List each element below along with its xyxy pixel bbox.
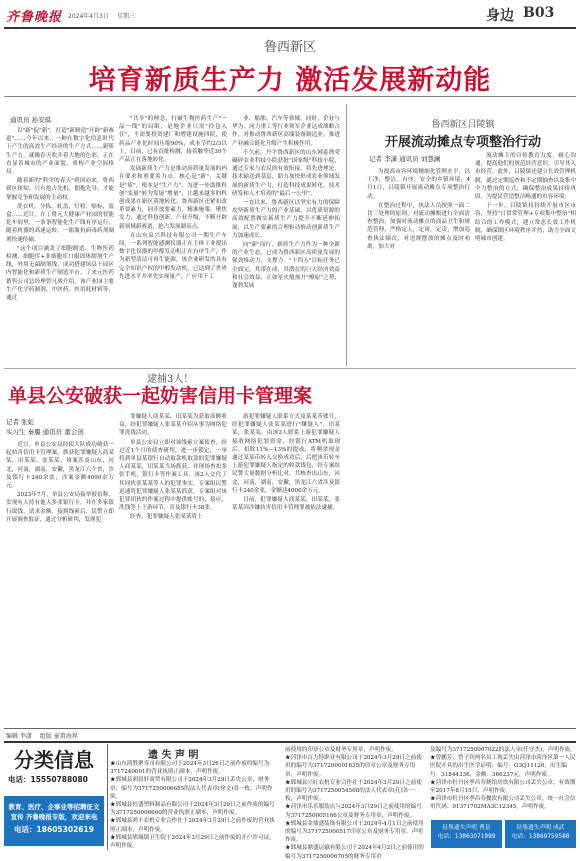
paragraph: 洗衣机，分拣，轧盖，灯检，贴标，装盒……近日，在丁鲁元大健康产业园的智能化车间里，一条条智能化生产线有序运行，随着机器的高速运转，一瓶瓶抗病毒药剂制剂快速传输。 (6, 203, 114, 243)
story1-kicker: 鲁西新区 (263, 40, 316, 55)
classified-rule (4, 741, 576, 743)
classified-ad-phone: 电话：18605302619 (14, 825, 94, 834)
paragraph: 向"新"而行，新质生产力作为一种全新的产业生态，已成为鲁西新区高质量发展的强劲推动力，支撑力。"十四五"目标任务已全面完，其带在成，其潜在的巨大经济效益和社会效益，正如星火般预开"燎原"之势，蓬勃发展 (232, 242, 340, 290)
classified-title: 分类信息 (14, 748, 94, 772)
masthead-rule (4, 27, 576, 29)
paragraph: 经查，犯罪嫌疑人张某某将上 (130, 514, 203, 521)
lost-notice: ★郓城县金鼎盛装饰有限公司于2024年4月1日之前使用的编号为371725000517印章公章及财务专用章，声明作废。 (285, 820, 424, 844)
story1-byline: 通讯员 孙安琪 (10, 116, 52, 124)
lost-notice: ★山东鸿胜聚寿司有限公司于2024年3月26日之前作废的编号为3717240001的营业执照正副本，声明作废。 (110, 761, 270, 776)
paragraph: 2023年7月，单县公安局接举报信称，发现有人持有他人多张银行卡，并在多家银行取钱、请求金额，接到线索后，民警立即开展调查取证，通过分析研判，发现犯 (6, 492, 114, 523)
credits (6, 731, 78, 740)
lost-notice: ★曾鹏芳，曾子钊两名员工现丢失由菏泽市菏泽区第一人民医院开具的出生医学证明，编号：O3Q11126，出生编号：31844336，金额：366237元，声明作废。 (430, 755, 576, 778)
paragraph: 流动摊主的宣传教育力度，耐心沟通，提高他们的规范经营意识，引导其入市经营。此外，吕陵镇还建立长效管理机制，通过定期巡查和不定期抽查以及集中全力整治的方式，确保整治成果持续巩固，为提民营造整洁畅通的市容环境。 (475, 153, 576, 201)
lost-notice-column-2 (285, 746, 425, 860)
story3-column-2 (119, 413, 227, 725)
paragraph: 罪嫌疑人商某某，田某某为获取高额收益，经犯罪嫌疑人张某某介绍从事为网络犯罪洗钱活动。 (119, 414, 227, 437)
paragraph: "共享"的理念，打破生物医药生产"一品一线"的局限，是地企业只需"拎包入住"，不需要投资建厂和增建设施四院，使药品产业化时间压缩90%，成本节约2/3以上，目前，已有首批检测，接着触等近30个产品正在落地转化。 (119, 116, 227, 164)
story3-byline-contributors: 实习生 秦璐 通讯员 董会创 (6, 428, 84, 436)
lost-notice-column-3 (430, 746, 576, 816)
column-divider (346, 104, 347, 366)
lost-notice: ★郓城县鸿丰农机专业合作社于2024年3月29日之前作废的营业执照正副本，声明作废。 (110, 818, 275, 833)
paragraph: 近日，单县公安局经侦大队成功破获一起妨害信用卡管理案，抓获犯罪嫌疑人商某某，田某某，张某某，该案涉及山东，河北，河南，湖南，安徽，黑龙江六个省，涉及银行卡240余张，涉案金额4000余万元。 (6, 442, 114, 490)
classified-phone: 电话：15550788080 (8, 775, 88, 784)
paragraph: 单县公安局立即对该线索立案侦查，经过近1个月的侦查研判，进一步锁定，一举将到单县某银行自动取款机取款的犯罪嫌疑人商某某，田某某当场抓获，并现场查扣多张手机，银行卡等作案工具，该2人交代了其同伙张某某等人的犯罪事实，专案组民警迅速将犯罪嫌疑人张某某抓获，专案组对该犯罪团伙的作案过程中提供账号的，接应，洗钱等上下游环节，涉及银行卡38张。 (119, 439, 227, 512)
lost-notice: ★郓城县鼎盛运输有限公司于2024年4月2日之前使用的编号为3717250006705的财务专用章 (285, 845, 424, 860)
paragraph: 随着新的"科学的春天"到国而来，鲁西新区探知，只有抢占先机，拥抱先导，才能掌握竞争和发展的主动权。 (6, 178, 114, 201)
masthead (6, 4, 574, 26)
issue-date: 2024年4月3日 (68, 13, 109, 20)
lost-notice: 前使用的印章公章及财务专用章，声明作废。 (285, 747, 397, 753)
lost-notice: ★郓城县润晨轩商贸有限公司于2024年3月29日丢失公章、财务章，编号为3717250006685的法人代表章(徐文)各一枚，声明作废。 (110, 777, 273, 800)
paragraph: 为提高市容环境精细化管理水平，以干净，整洁，有序，安全的乡镇环境，4月1日，吕陵镇开展流动摊点专项整治行动。 (367, 169, 470, 200)
footer-ad-right-line1: 征集遗失声明 成武 (516, 825, 565, 831)
paragraph: 目前，犯罪嫌疑人商某某，田某某，张某某因涉嫌妨害信用卡管理罪被依法逮捕。 (232, 497, 340, 512)
footer-ad-left-line1: 征集遗失声明 曹县 (442, 825, 491, 831)
lost-notice: 及编号为3717250007022的法人章(任守杰)，声明作废。 (430, 747, 576, 753)
lost-notice: ★郓城县兴旺农机专业合作社于2024年3月29日之前使用的编号为3717250054568的法人代表章(孔)各一枚，声明作废。 (285, 779, 422, 803)
story3-column-3 (232, 413, 340, 725)
paragraph: 一直以来，鲁西新区以坚实有力的保障攻坚新质生产力的产业基础，以优质资源的高效配置做实新质生产力提升不断延伸拓展，以生产要素的合理驱动推动创新质生产力加速成长。 (232, 200, 340, 239)
story3-byline-reporter: 记者 张虹 (6, 418, 35, 426)
footer-ad-right (505, 820, 576, 848)
footer-ad-left-line2: 电话：13863071999 (437, 834, 496, 840)
lost-notice: ★郓城县郓城镇卫生院于2024年3月29日之前作废的开户许可证，声明作废。 (110, 834, 275, 850)
credits-rule (4, 728, 576, 729)
story3-kicker: 逮捕3人！ (147, 374, 194, 385)
editor-credit: 编辑 李潇 (6, 733, 32, 740)
paragraph: 业、船舶、汽车等领域。同时，企业与华为，同力重工等行业领军企业达成战略合作，对推动鲁西新区高端装备制造业，推进产业融合链化升级产生积极作用。 (232, 116, 340, 147)
paragraph: 不久前，丹平鲁西新区的山东网泰渔荣碾碎农业科技小院获批"国家级"科技小院，通过专家与农民的有效衔接，将先进理论，技术输送到基层，助力加快形成农业领域发展的新质生产力，打造科技成果转化，技术研发和人才培养的"最后一公里"。 (232, 149, 340, 197)
newspaper-logo: 齐鲁晚报 (6, 10, 63, 25)
lost-notice: ★菏泽市牡丹区季昌寿烧馆房饮有限公司丢失公章，有效期至2017年8月15日，声明作废。 (430, 779, 576, 795)
paragraph: 发展新质生产力是推动高质量发展的内在要求和重要着力点，核心是"新"，关键是"质"，根本是"生产力"。为进一步助推科创"变量"转为发展"增量"，让越来越多的科创成果在新区落地转化，鲁西新区还紧扣改革要素力，同开放要素力，精准施策，聚焦发力，通过科技创新，产业升级，不断开辟新领域新赛道，抢占发展制高点。 (119, 166, 227, 230)
designer-credit: 组版 童甫海界 (39, 733, 78, 740)
story2-column-2 (475, 152, 576, 366)
lost-notice: ★菏泽市百力特职业有限公司于2024年3月29日之前使用的编号为3717200001635的印章公章及财务专用章，声明作废。 (285, 755, 422, 778)
footer-ad-left (431, 820, 502, 848)
story2-kicker: 鲁西新区吕陵镇 (431, 120, 495, 130)
story1-rule (4, 96, 576, 97)
section-name: 身边 (486, 8, 514, 24)
story1-column-1 (6, 127, 114, 367)
paragraph: 在山东泉兴科技有限公司一期生产车间，一系列智能感测仪器正在主体工业提出数字化仪器的甲醇发动机正在有序生产，作为新型清洁可再生能源，该企业研发的具有完全知识产权的甲醇发动机，已达到了世界先进水平并率先实现量产，广应用于工 (119, 232, 227, 280)
lost-notice: ★郓城县恒盛塑料制品有限公司于2024年3月29日之前作废的编号为3717250006660的营业执照正副本，声明作废。 (110, 802, 275, 817)
classified-box (4, 744, 104, 848)
story1-column-2 (119, 115, 227, 367)
paragraph: 游犯罪嫌疑人联系方式及某某币账号，经犯罪嫌疑人张某某进行"嫌疑人"，田某某，张某某，由该2人联系上游犯罪嫌疑人接收网络犯罪资金，经银行ATM机取现后，扣除11%—13%的提成，将剩余现金通过某某币转入交换成功后，后把该币转至上游犯罪嫌疑人指定的收款钱包，经专案组民警大量数据分析比对，共核查出山东，河北，河南，湖南，安徽，黑龙江六省涉及银行卡240余张，金额达4000余万元。 (232, 414, 340, 494)
paragraph: 下一步，吕陵镇将持续开展市区市容，坚持"日常常管理+专项集中整治"相结合的工作模式，建立常态长效工作机制，确保镇区环境秩序井然，助力全面文明城市创建。 (475, 203, 576, 243)
paragraph: 在整治过程中，执法人员按照一面二切三处理的原则，对流动摊贩进行全面清查整治，加强对流动摊点的商品卫生和规范管理，严格定人，定岗，定责，增加巡查执法频次，对违规摆放的摊点及时劝离，加大对 (367, 202, 470, 250)
issue-weekday: 星期三 (117, 13, 136, 20)
paragraph: "这个项目涵盖了细胞制造、生物医药检测、细胞库+非细胞库口服固体制剂生产线，外用无菌制剂线，成功搭建场县于园区内智能化和新质生产制造平台，了来元医药销售公司总经理曾凡战介绍，该产业园主要生产化学药制剂、中医药、医用耗材料等，通过 (6, 245, 114, 302)
story-divider (4, 368, 576, 369)
story1-headline: 培育新质生产力 激活发展新动能 (88, 65, 492, 96)
footer-ad-right-line2: 电话：13869759588 (511, 834, 570, 840)
lost-notice: ★菏泽市乐乐服装店与2024年3月29日之前使用的编号为3717250005166公章及财务专用章，声明作废。 (285, 804, 422, 819)
classified-ad (4, 796, 104, 846)
story2-byline: 记者 李潇 通讯员 刘慧澜 (369, 155, 441, 163)
story3-column-1 (6, 441, 114, 725)
story1-column-3 (232, 115, 340, 367)
story3-headline: 单县公安破获一起妨害信用卡管理案 (8, 385, 313, 407)
lost-notice: ★菏泽市牡丹区季昌寿餐饮有限公司丢失公章，统一社会信用代码：91371702MA3C12345，声明作废。 (430, 796, 576, 811)
lost-notice-title: 遗 失 声 明 (148, 750, 199, 761)
story2-column-1 (367, 168, 470, 366)
column-divider (107, 744, 108, 850)
paragraph: 以"新"促"新"，打造"新制造"开辟"新赛道"……今年以来，一种在数字化信息时代下产生的高效生产经济的生产方式……新质生产力，就像春天吹开着大地的色彩，正在直显着城市的产业面貌，重构产业空间格局。 (6, 128, 114, 176)
lost-notice-column-1 (110, 760, 280, 849)
classified-ad-text: 教育、医疗、企事业等招聘征文宣传 齐鲁晚报专版，欢迎来电 (8, 803, 100, 821)
page-number: B03 (523, 5, 555, 21)
story2-headline: 开展流动摊点专项整治行动 (384, 135, 541, 150)
